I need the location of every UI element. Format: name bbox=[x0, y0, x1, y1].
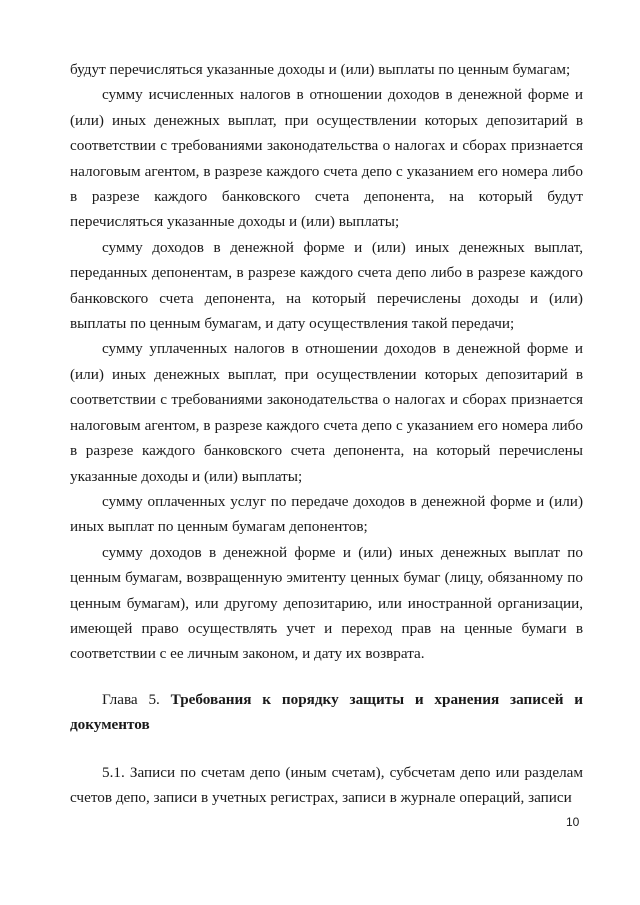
spacer bbox=[70, 738, 583, 760]
spacer bbox=[70, 667, 583, 687]
chapter-title: Требования к порядку защиты и хранения записей и документов bbox=[70, 690, 584, 734]
paragraph-paid-taxes: сумму уплаченных налогов в отношении доходов в денежной форме и (или) иных денежных выплат, при осуществлении которых депозитарий в соответствии с требованиями законодательства о налогах и сборах признается налоговым агентом, в разрезе каждого счета депо с указанием его номера либо в разрезе каждого банковского счета депонента, на который перечислены указанные доходы и (или) выплаты; bbox=[70, 340, 583, 485]
section-5-1-paragraph: 5.1. Записи по счетам депо (иным счетам), субсчетам депо или разделам счетов депо, записи в учетных регистрах, записи в журнале операций, записи bbox=[70, 763, 583, 806]
chapter-label: Глава 5. bbox=[102, 690, 160, 708]
paragraph-calculated-taxes: сумму исчисленных налогов в отношении доходов в денежной форме и (или) иных денежных выплат, при осуществлении которых депозитарий в соответствии с требованиями законодательства о налогах и сборах признается налоговым агентом, в разрезе каждого счета депо с указанием его номера либо в разрезе каждого банковского счета депонента, на который будут перечисляться указанные доходы и (или) выплаты; bbox=[70, 86, 583, 231]
paragraph-transferred-income: сумму доходов в денежной форме и (или) иных денежных выплат, переданных депонентам, в разрезе каждого счета депо либо в разрезе каждого банковского счета депонента, на который перечислены доходы и (или) выплаты по ценным бумагам, и дату осуществления такой передачи; bbox=[70, 238, 583, 333]
paragraph-returned-income: сумму доходов в денежной форме и (или) иных денежных выплат по ценным бумагам, возвращенную эмитенту ценных бумаг (лицу, обязанному по ценным бумагам), или другому депозитарию, или иностранной организации, имеющей право осуществлять учет и переход прав на ценные бумаги в соответствии с ее личным законом, и дату их возврата. bbox=[70, 543, 583, 663]
paragraph-continuation: будут перечисляться указанные доходы и (или) выплаты по ценным бумагам; bbox=[70, 61, 571, 78]
chapter-heading bbox=[70, 687, 583, 738]
page-number: 10 bbox=[566, 815, 580, 829]
document-body bbox=[70, 57, 583, 810]
paragraph-paid-services: сумму оплаченных услуг по передаче доходов в денежной форме и (или) иных выплат по ценным бумагам депонентов; bbox=[70, 492, 583, 536]
